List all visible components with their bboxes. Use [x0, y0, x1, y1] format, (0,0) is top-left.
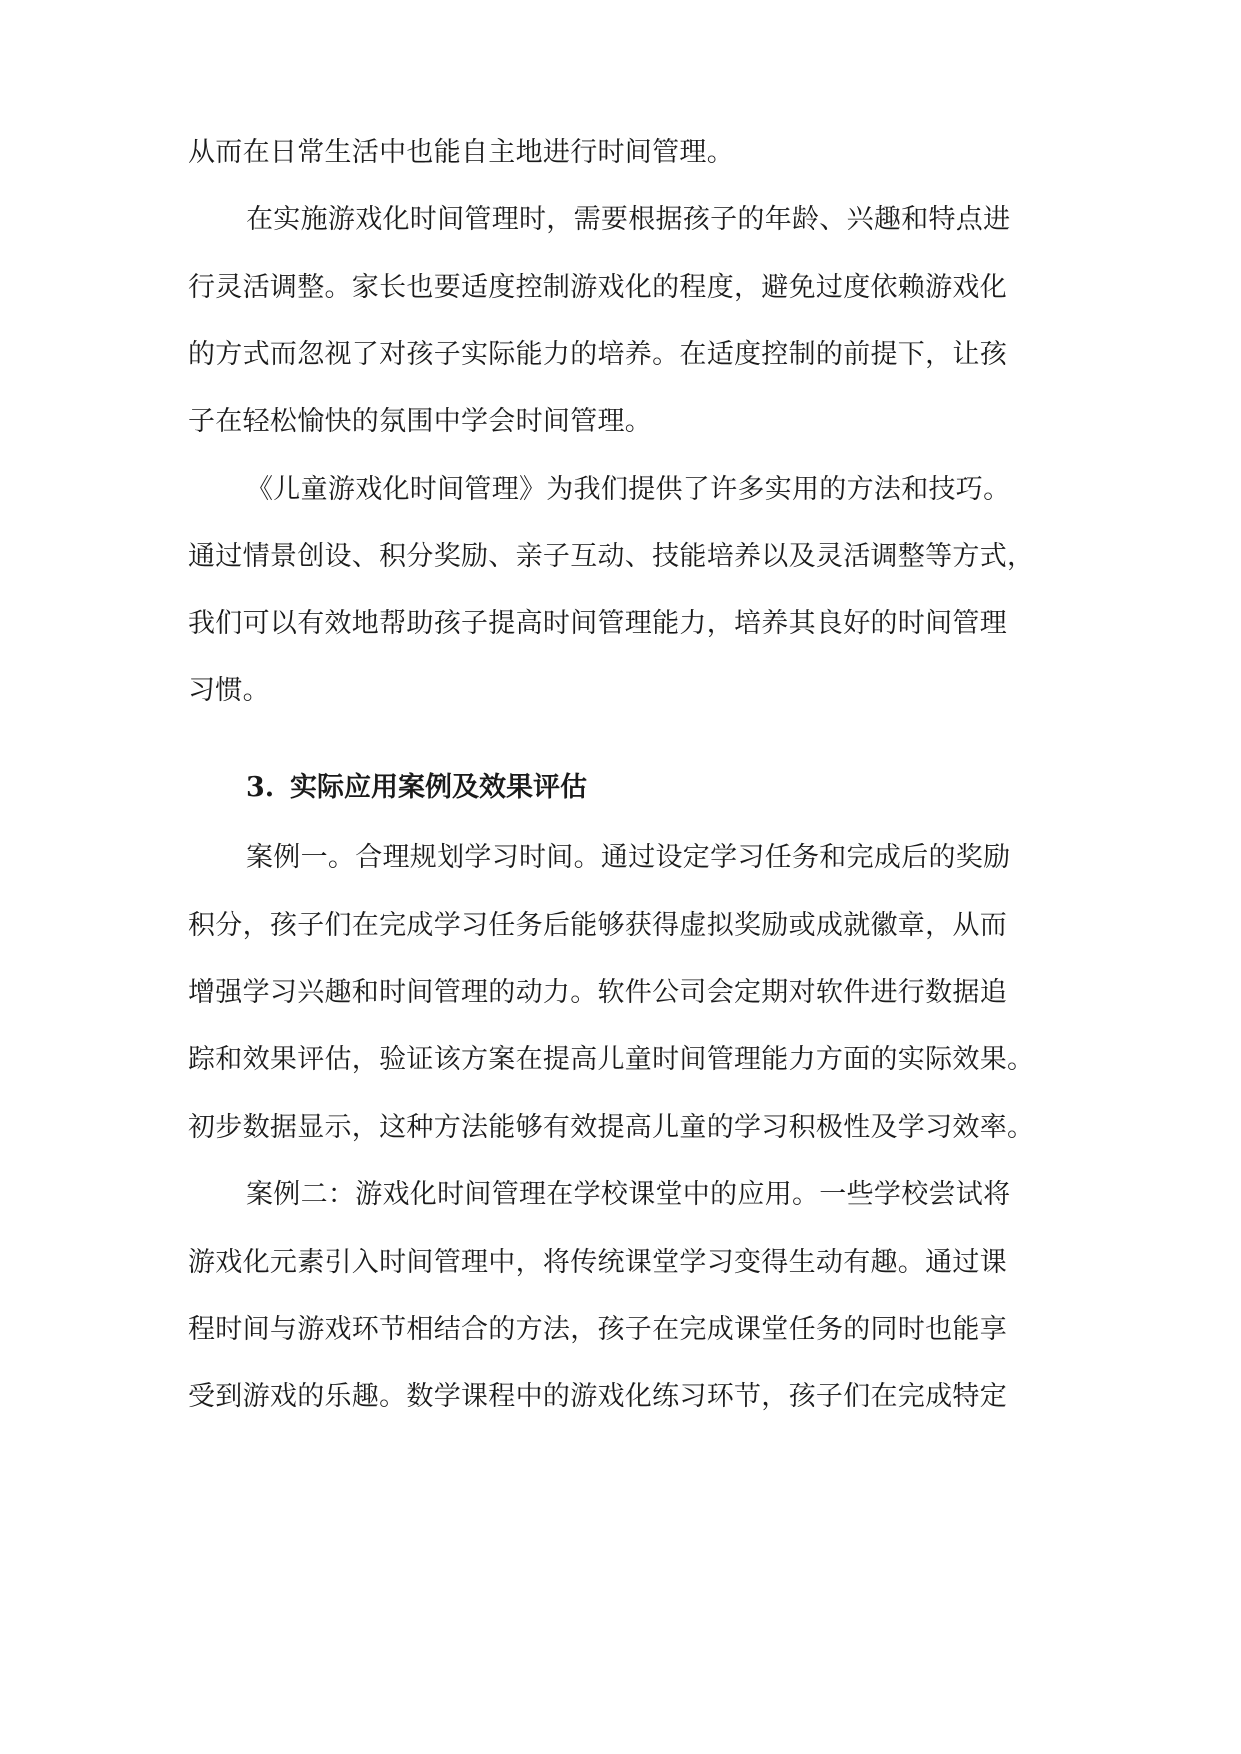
text-line: 增强学习兴趣和时间管理的动力。软件公司会定期对软件进行数据追 [188, 977, 1007, 1008]
text-line: 我们可以有效地帮助孩子提高时间管理能力，培养其良好的时间管理 [188, 608, 1007, 639]
section-number: 3. [246, 772, 275, 803]
text-line: 从而在日常生活中也能自主地进行时间管理。 [188, 137, 734, 168]
text-line: 游戏化元素引入时间管理中，将传统课堂学习变得生动有趣。通过课 [188, 1247, 1007, 1278]
text-line: 的方式而忽视了对孩子实际能力的培养。在适度控制的前提下，让孩 [188, 339, 1007, 370]
text-line: 习惯。 [188, 675, 270, 706]
text-line: 案例二：游戏化时间管理在学校课堂中的应用。一些学校尝试将 [246, 1179, 1011, 1210]
text-line: 行灵活调整。家长也要适度控制游戏化的程度，避免过度依赖游戏化 [188, 272, 1007, 303]
text-line: 踪和效果评估，验证该方案在提高儿童时间管理能力方面的实际效果。 [188, 1044, 1035, 1075]
text-line: 案例一。合理规划学习时间。通过设定学习任务和完成后的奖励 [246, 842, 1011, 873]
text-line: 受到游戏的乐趣。数学课程中的游戏化练习环节，孩子们在完成特定 [188, 1381, 1007, 1412]
text-line: 在实施游戏化时间管理时，需要根据孩子的年龄、兴趣和特点进 [246, 204, 1011, 235]
text-line: 子在轻松愉快的氛围中学会时间管理。 [188, 406, 653, 437]
text-line: 通过情景创设、积分奖励、亲子互动、技能培养以及灵活调整等方式， [188, 541, 1035, 572]
section-heading [246, 768, 1058, 808]
section-title: 实际应用案例及效果评估 [290, 772, 587, 803]
text-line: 积分，孩子们在完成学习任务后能够获得虚拟奖励或成就徽章，从而 [188, 910, 1007, 941]
text-line: 《儿童游戏化时间管理》为我们提供了许多实用的方法和技巧。 [246, 474, 1011, 505]
text-line: 初步数据显示，这种方法能够有效提高儿童的学习积极性及学习效率。 [188, 1112, 1035, 1143]
text-line: 程时间与游戏环节相结合的方法，孩子在完成课堂任务的同时也能享 [188, 1314, 1007, 1345]
